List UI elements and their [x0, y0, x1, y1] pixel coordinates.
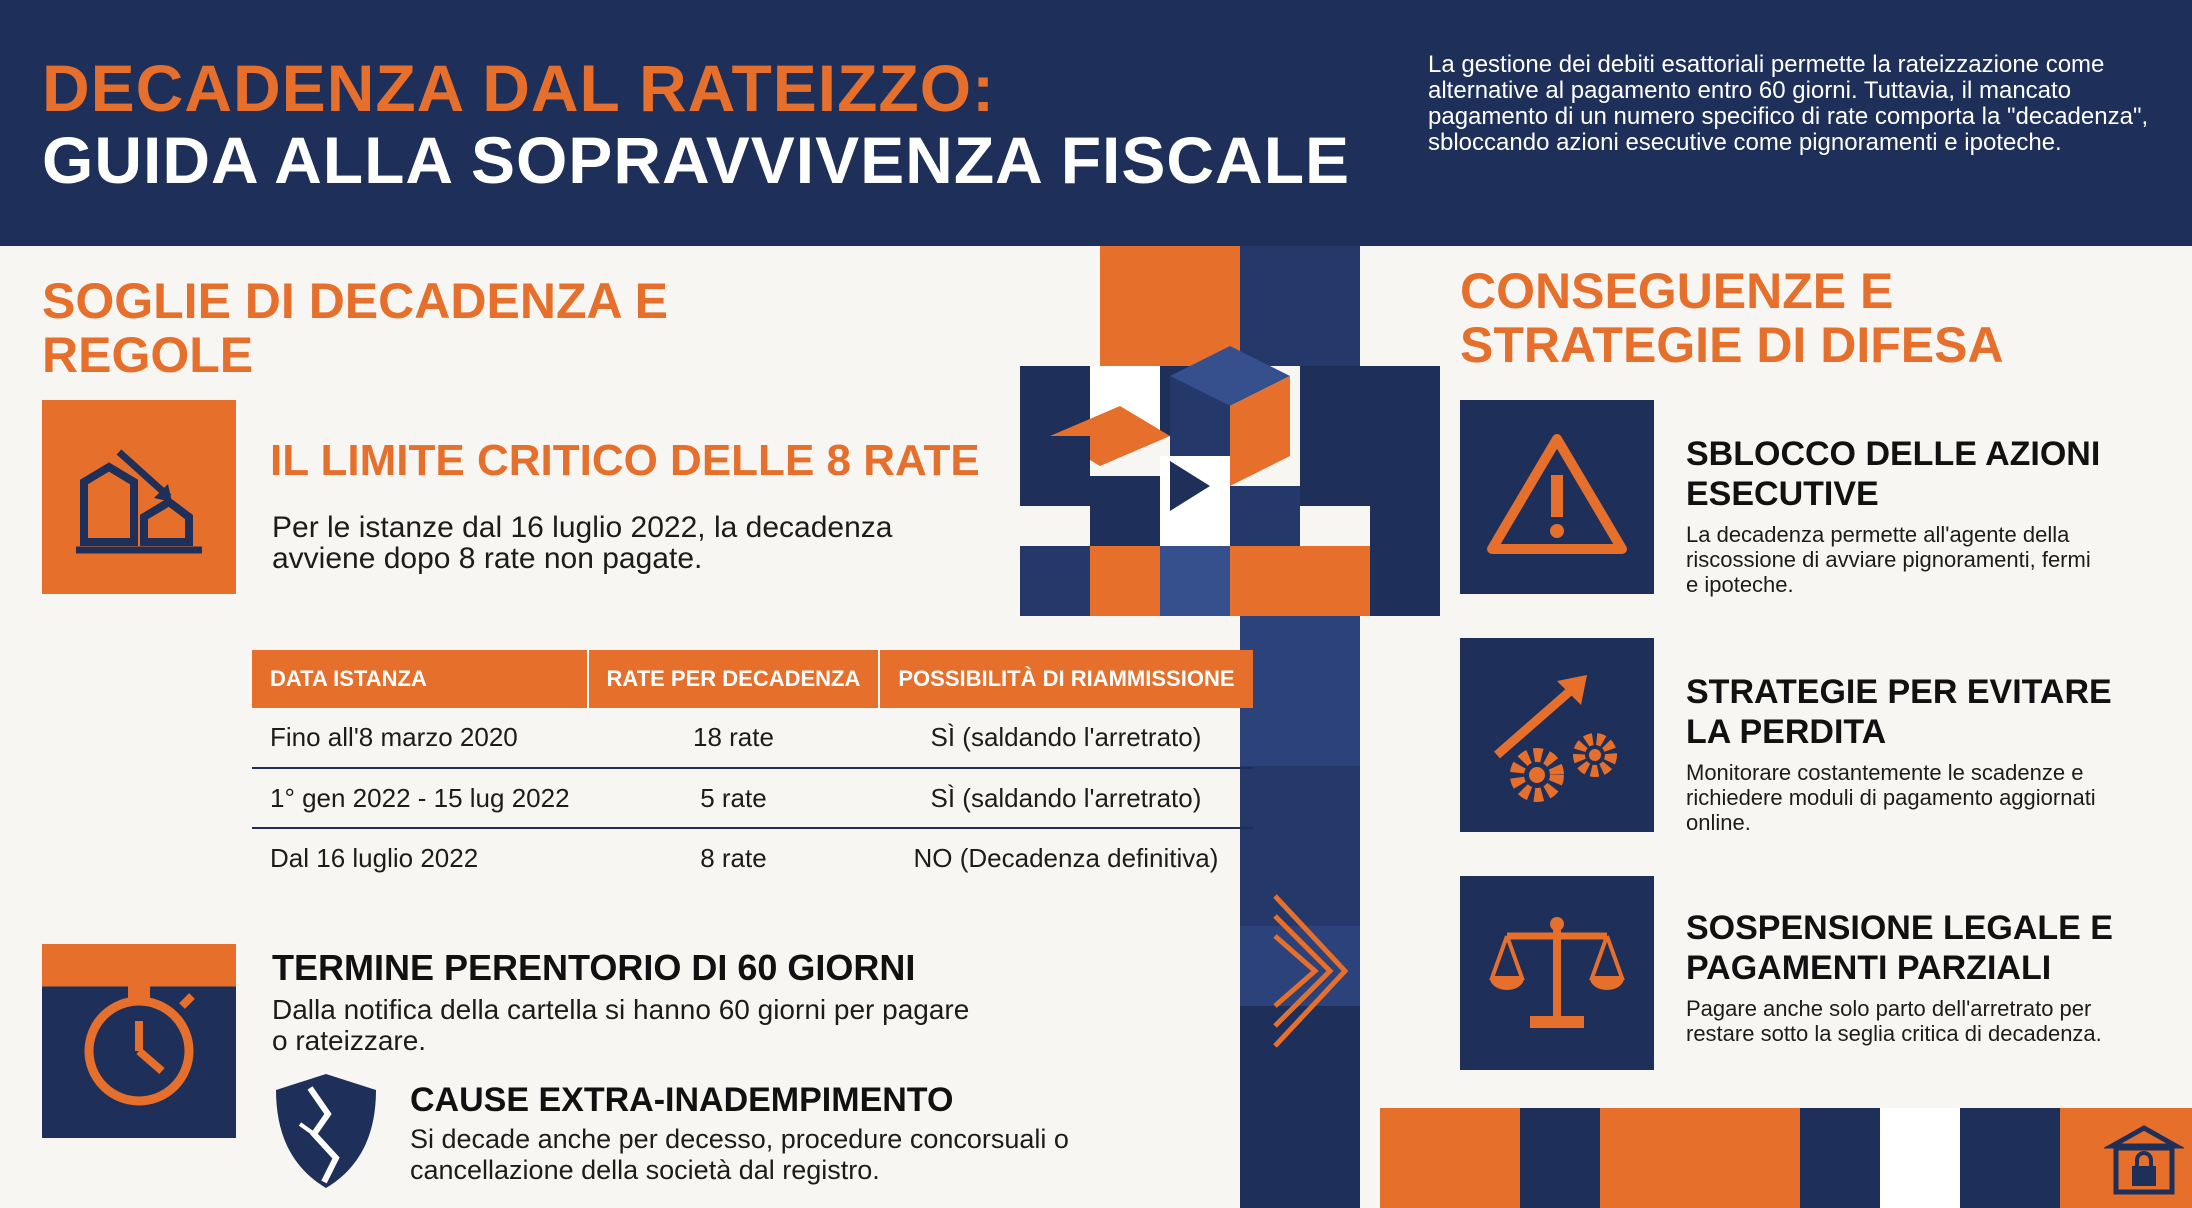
table-header-row [252, 650, 1253, 708]
table-cell: Fino all'8 marzo 2020 [252, 708, 588, 768]
page-title-line1: DECADENZA DAL RATEIZZO: [42, 51, 996, 125]
intro-paragraph: La gestione dei debiti esattoriali permette la rateizzazione come alternative al pagamento entro 60 giorni. Tuttavia, il mancato pagamento di un numero specifico di rate comporta la "decadenza", sbloccando azioni esecutive come pignoramenti e ipoteche. [1428, 51, 2149, 156]
broken-shield-icon [270, 1070, 382, 1192]
consequence-title-2: STRATEGIE PER EVITARE LA PERDITA [1686, 673, 2112, 751]
table-cell: 1° gen 2022 - 15 lug 2022 [252, 768, 588, 828]
section-title-consequences: CONSEGUENZE E STRATEGIE DI DIFESA [1460, 263, 2004, 373]
table-cell: 18 rate [588, 708, 880, 768]
table-header-cell: DATA ISTANZA [252, 650, 588, 708]
consequence-text-2: Monitorare costantemente le scadenze e richiedere moduli di pagamento aggiornati online. [1686, 760, 2096, 835]
scales-icon [1482, 898, 1632, 1048]
table-header-cell: RATE PER DECADENZA [588, 650, 880, 708]
gears-icon-box [1460, 638, 1654, 832]
table-row [252, 768, 1253, 828]
consequence-text-3: Pagare anche solo parto dell'arretrato per restare sotto la seglia critica di decadenza. [1686, 996, 2102, 1046]
table-row [252, 708, 1253, 768]
table-cell: 5 rate [588, 768, 880, 828]
consequence-title-3: SOSPENSIONE LEGALE E PAGAMENTI PARZIALI [1686, 909, 2113, 987]
scales-icon-box [1460, 876, 1654, 1070]
causes-text: Si decade anche per decesso, procedure concorsuali o cancellazione della società dal registro. [410, 1124, 1069, 1185]
decadence-table [252, 650, 1253, 888]
lock-building-icon [2104, 1118, 2184, 1202]
gears-arrow-icon [1477, 655, 1637, 815]
page-title-line2: GUIDA ALLA SOPRAVVIVENZA FISCALE [42, 123, 1351, 197]
deadline-icon-box [42, 944, 236, 1138]
limit-icon-box [42, 400, 236, 594]
falling-chart-icon [64, 422, 214, 572]
causes-title: CAUSE EXTRA-INADEMPIMENTO [410, 1081, 954, 1119]
table-cell: 8 rate [700, 843, 767, 873]
deadline-text: Dalla notifica della cartella si hanno 60 giorni per pagare o rateizzare. [272, 994, 970, 1056]
stopwatch-icon [64, 966, 214, 1116]
table-row [252, 828, 1253, 888]
table-cell: SÌ (saldando l'arretrato) [879, 768, 1252, 828]
deadline-title: TERMINE PERENTORIO DI 60 GIORNI [272, 947, 916, 988]
table-cell: SÌ (saldando l'arretrato) [879, 708, 1252, 768]
section-title-thresholds: SOGLIE DI DECADENZA E REGOLE [42, 273, 668, 383]
consequence-title-1: SBLOCCO DELLE AZIONI ESECUTIVE [1686, 435, 2101, 513]
table-cell: Dal 16 luglio 2022 [270, 843, 479, 873]
consequence-text-1: La decadenza permette all'agente della riscossione di avviare pignoramenti, fermi e ipoteche. [1686, 522, 2091, 597]
limit-title: IL LIMITE CRITICO DELLE 8 RATE [270, 436, 980, 485]
table-header-cell: POSSIBILITÀ DI RIAMMISSIONE [879, 650, 1252, 708]
header-banner [0, 0, 2192, 246]
decorative-bottom-tiles [1380, 1108, 2192, 1208]
warning-icon-box [1460, 400, 1654, 594]
table-cell: NO (Decadenza definitiva) [913, 843, 1219, 873]
limit-text: Per le istanze dal 16 luglio 2022, la decadenza avviene dopo 8 rate non pagate. [272, 511, 893, 575]
warning-icon [1482, 427, 1632, 567]
